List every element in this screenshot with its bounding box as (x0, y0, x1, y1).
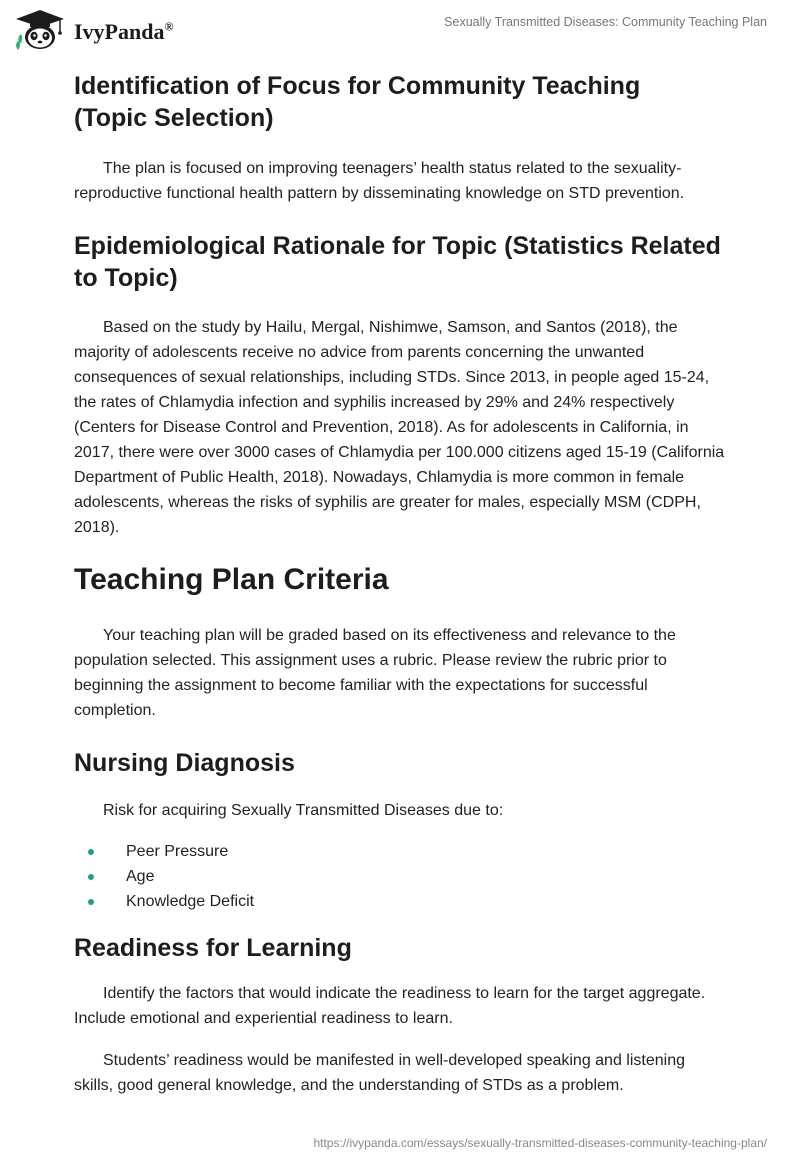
section-heading-readiness: Readiness for Learning (74, 934, 352, 962)
section-heading-diagnosis: Nursing Diagnosis (74, 749, 295, 777)
brand-logo[interactable] (12, 8, 173, 52)
bullet-icon (88, 849, 94, 855)
readiness-paragraph-2: Students’ readiness would be manifested in well-developed speaking and listening skills, good general knowledge, and the understanding of STDs as a problem. (74, 1052, 685, 1094)
list-item: Peer Pressure (74, 839, 726, 864)
section-heading-criteria: Teaching Plan Criteria (74, 563, 389, 596)
rationale-paragraph: Based on the study by Hailu, Mergal, Nishimwe, Samson, and Santos (2018), the majority of adolescents receive no advice from parents concerning the unwanted consequences of sexual relationships, including STDs. Since 2013, in people aged 15-24, the rates of Chlamydia infection and syphilis increased by 29% and 24% respectively (Centers for Disease Control and Prevention, 2018). As for adolescents in California, in 2017, there were over 3000 cases of Chlamydia per 100.000 citizens aged 15-19 (California Department of Public Health, 2018). Nowadays, Chlamydia is more common in female adolescents, whereas the risks of syphilis are greater for males, especially MSM (CDPH, 2018). (74, 319, 725, 536)
section-heading-focus: Identification of Focus for Community Teaching (Topic Selection) (74, 72, 641, 132)
essay-content (74, 70, 726, 1098)
page-header (0, 0, 800, 60)
diagnosis-intro: Risk for acquiring Sexually Transmitted Diseases due to: (103, 802, 504, 819)
document-title: Sexually Transmitted Diseases: Community Teaching Plan (444, 15, 767, 29)
source-url[interactable]: https://ivypanda.com/essays/sexually-transmitted-diseases-community-teaching-plan/ (313, 1136, 767, 1150)
panda-logo-icon (12, 8, 68, 52)
list-item: Age (74, 864, 726, 889)
list-item: Knowledge Deficit (74, 889, 726, 914)
bullet-icon (88, 899, 94, 905)
brand-name: IvyPanda® (74, 19, 174, 44)
bullet-icon (88, 874, 94, 880)
risk-factor-list (74, 839, 726, 914)
section-heading-rationale: Epidemiological Rationale for Topic (Statistics Related to Topic) (74, 232, 721, 292)
criteria-paragraph: Your teaching plan will be graded based on its effectiveness and relevance to the population selected. This assignment uses a rubric. Please review the rubric prior to beginning the assignment to become familiar with the expectations for successful completion. (74, 627, 676, 719)
readiness-paragraph-1: Identify the factors that would indicate the readiness to learn for the target aggregate. Include emotional and experiential readiness to learn. (74, 985, 706, 1027)
focus-paragraph: The plan is focused on improving teenagers’ health status related to the sexuality-reproductive functional health pattern by disseminating knowledge on STD prevention. (74, 160, 685, 202)
